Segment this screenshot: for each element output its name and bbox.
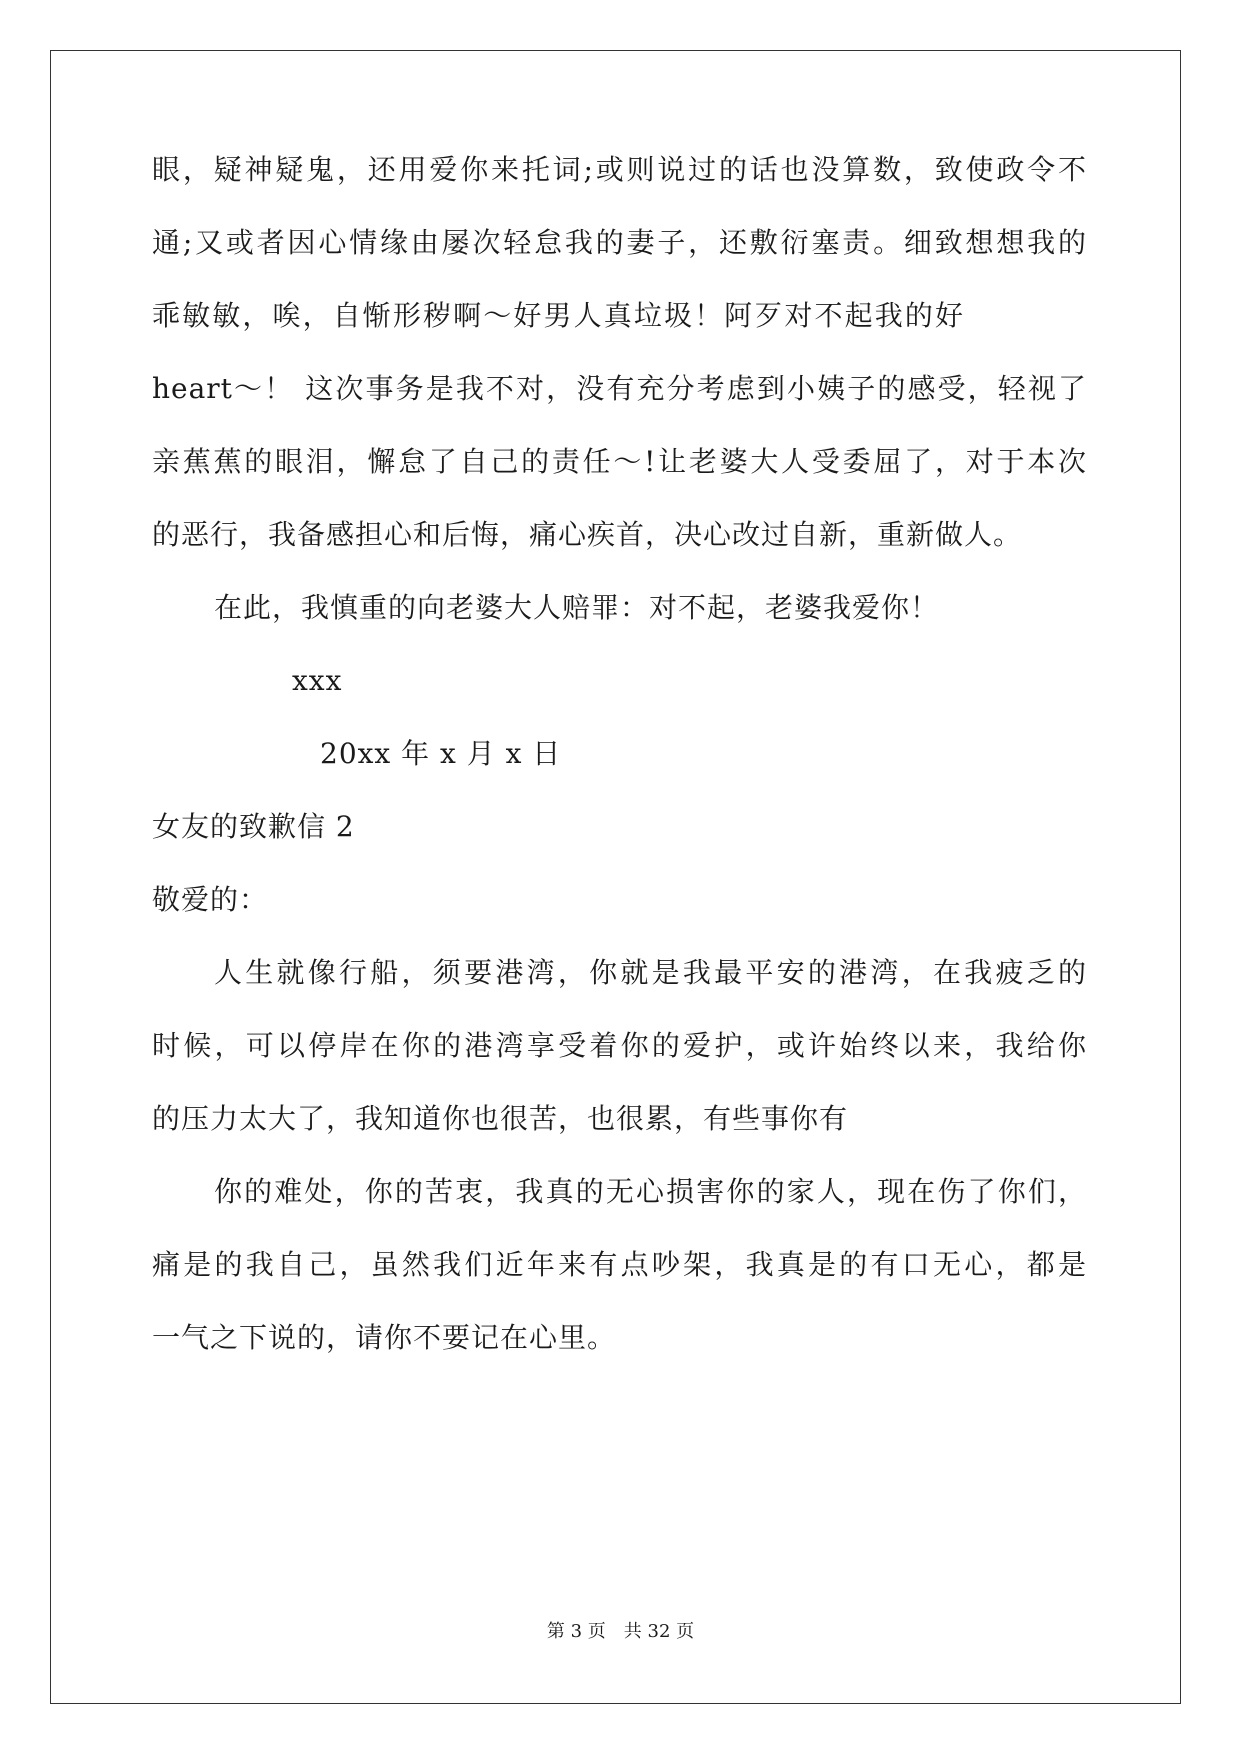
page-number: 第 3 页 bbox=[546, 1621, 606, 1642]
section-title: 女友的致歉信 2 bbox=[152, 810, 355, 843]
body-line: 的恶行，我备感担心和后悔，痛心疾首，决心改过自新，重新做人。 bbox=[152, 518, 1023, 551]
page-total: 共 32 页 bbox=[623, 1621, 695, 1642]
body-line: 通;又或者因心情缘由屡次轻怠我的妻子，还敷衍塞责。细致想想我的 bbox=[152, 226, 1087, 259]
closing-line: 在此，我慎重的向老婆大人赔罪：对不起，老婆我爱你！ bbox=[214, 591, 940, 624]
body-line: 人生就像行船，须要港湾，你就是我最平安的港湾，在我疲乏的 bbox=[214, 956, 1087, 989]
body-line: heart～！ 这次事务是我不对，没有充分考虑到小姨子的感受，轻视了 bbox=[152, 372, 1087, 405]
body-line: 眼，疑神疑鬼，还用爱你来托词;或则说过的话也没算数，致使政令不 bbox=[152, 153, 1087, 186]
body-line: 的压力太大了，我知道你也很苦，也很累，有些事你有 bbox=[152, 1102, 849, 1135]
body-line: 一气之下说的，请你不要记在心里。 bbox=[152, 1321, 617, 1354]
body-line: 痛是的我自己，虽然我们近年来有点吵架，我真是的有口无心，都是 bbox=[152, 1248, 1087, 1281]
body-line: 时候，可以停岸在你的港湾享受着你的爱护，或许始终以来，我给你 bbox=[152, 1029, 1087, 1062]
signature-name: xxx bbox=[292, 664, 343, 697]
page-footer bbox=[0, 1620, 1241, 1644]
signature-date: 20xx 年 x 月 x 日 bbox=[320, 737, 562, 770]
salutation: 敬爱的： bbox=[152, 883, 269, 916]
body-line: 乖敏敏，唉，自惭形秽啊～好男人真垃圾！阿歹对不起我的好 bbox=[152, 299, 964, 332]
body-line: 你的难处，你的苦衷，我真的无心损害你的家人，现在伤了你们， bbox=[214, 1175, 1087, 1208]
body-line: 亲蕉蕉的眼泪，懈怠了自己的责任～!让老婆大人受委屈了，对于本次 bbox=[152, 445, 1087, 478]
